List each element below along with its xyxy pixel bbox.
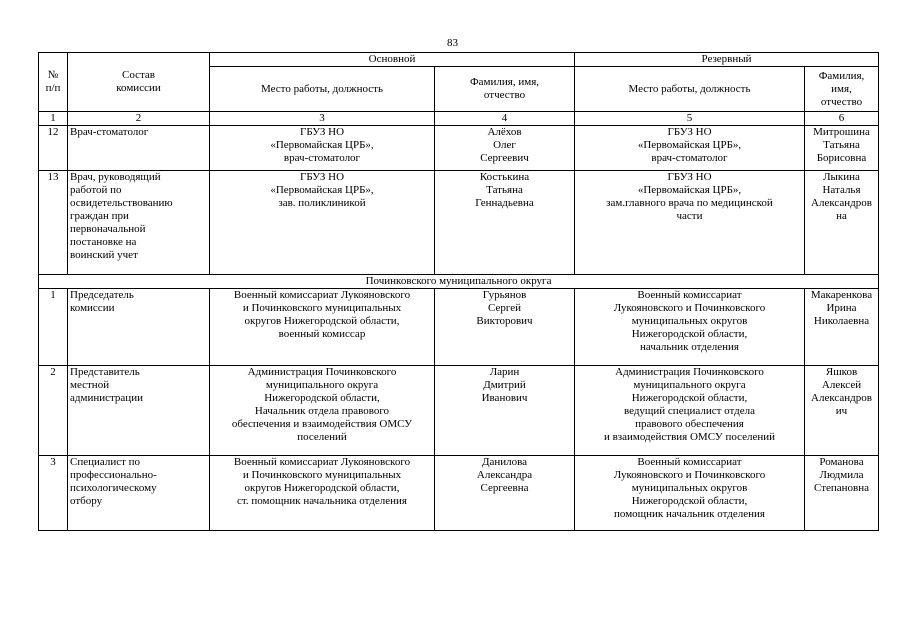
row-main-workplace: Военный комиссариат Лукояновского и Починковского муниципальных округов Нижегородской области, ст. помощник начальника отделения: [210, 456, 435, 531]
commission-table: [38, 52, 879, 531]
row-main-name: Данилова Александра Сергеевна: [435, 456, 575, 531]
row-composition: Специалист по профессионально- психологическому отбору: [68, 456, 210, 531]
header-main-workplace: Место работы, должность: [210, 67, 435, 112]
row-num: 1: [39, 289, 68, 366]
column-number: 3: [210, 112, 435, 126]
row-reserve-workplace: ГБУЗ НО «Первомайская ЦРБ», зам.главного врача по медицинской части: [575, 171, 805, 275]
row-reserve-name: Митрошина Татьяна Борисовна: [805, 126, 879, 171]
row-composition: Представитель местной администрации: [68, 366, 210, 456]
section-title: Починковского муниципального округа: [39, 275, 879, 289]
row-main-workplace: Администрация Починковского муниципального округа Нижегородской области, Начальник отдела правового обеспечения и взаимодействия ОМСУ поселений: [210, 366, 435, 456]
column-number: 4: [435, 112, 575, 126]
column-number: 2: [68, 112, 210, 126]
row-num: 2: [39, 366, 68, 456]
row-reserve-name: Яшков Алексей Александров ич: [805, 366, 879, 456]
row-num: 13: [39, 171, 68, 275]
row-num: 3: [39, 456, 68, 531]
page-number: 83: [447, 37, 458, 49]
table-row: [39, 126, 879, 171]
row-reserve-workplace: Военный комиссариат Лукояновского и Починковского муниципальных округов Нижегородской области, помощник начальник отделения: [575, 456, 805, 531]
column-number: 5: [575, 112, 805, 126]
row-reserve-workplace: Администрация Починковского муниципального округа Нижегородской области, ведущий специалист отдела правового обеспечения и взаимодействия ОМСУ поселений: [575, 366, 805, 456]
header-num: № п/п: [39, 53, 68, 112]
row-main-workplace: Военный комиссариат Лукояновского и Починковского муниципальных округов Нижегородской области, военный комиссар: [210, 289, 435, 366]
header-composition: Состав комиссии: [68, 53, 210, 112]
row-composition: Врач, руководящий работой по освидетельствованию граждан при первоначальной постановке на воинский учет: [68, 171, 210, 275]
table-row: [39, 171, 879, 275]
row-reserve-workplace: ГБУЗ НО «Первомайская ЦРБ», врач-стоматолог: [575, 126, 805, 171]
row-reserve-name: Макаренкова Ирина Николаевна: [805, 289, 879, 366]
row-main-name: Гурьянов Сергей Викторович: [435, 289, 575, 366]
header-reserve-name: Фамилия, имя, отчество: [805, 67, 879, 112]
row-main-workplace: ГБУЗ НО «Первомайская ЦРБ», врач-стоматолог: [210, 126, 435, 171]
header-main-group: Основной: [210, 53, 575, 67]
row-main-name: Алёхов Олег Сергеевич: [435, 126, 575, 171]
header-reserve-workplace: Место работы, должность: [575, 67, 805, 112]
row-composition: Врач-стоматолог: [68, 126, 210, 171]
row-main-workplace: ГБУЗ НО «Первомайская ЦРБ», зав. поликлиникой: [210, 171, 435, 275]
row-composition: Председатель комиссии: [68, 289, 210, 366]
header-main-name: Фамилия, имя, отчество: [435, 67, 575, 112]
column-number-row: [39, 112, 879, 126]
row-reserve-name: Романова Людмила Степановна: [805, 456, 879, 531]
section-row: [39, 275, 879, 289]
row-main-name: Ларин Дмитрий Иванович: [435, 366, 575, 456]
row-reserve-workplace: Военный комиссариат Лукояновского и Починковского муниципальных округов Нижегородской области, начальник отделения: [575, 289, 805, 366]
row-num: 12: [39, 126, 68, 171]
column-number: 6: [805, 112, 879, 126]
column-number: 1: [39, 112, 68, 126]
header-reserve-group: Резервный: [575, 53, 879, 67]
table-row: [39, 456, 879, 531]
row-reserve-name: Лыкина Наталья Александров на: [805, 171, 879, 275]
table-row: [39, 366, 879, 456]
header-row-groups: [39, 53, 879, 67]
row-main-name: Костькина Татьяна Геннадьевна: [435, 171, 575, 275]
table-row: [39, 289, 879, 366]
